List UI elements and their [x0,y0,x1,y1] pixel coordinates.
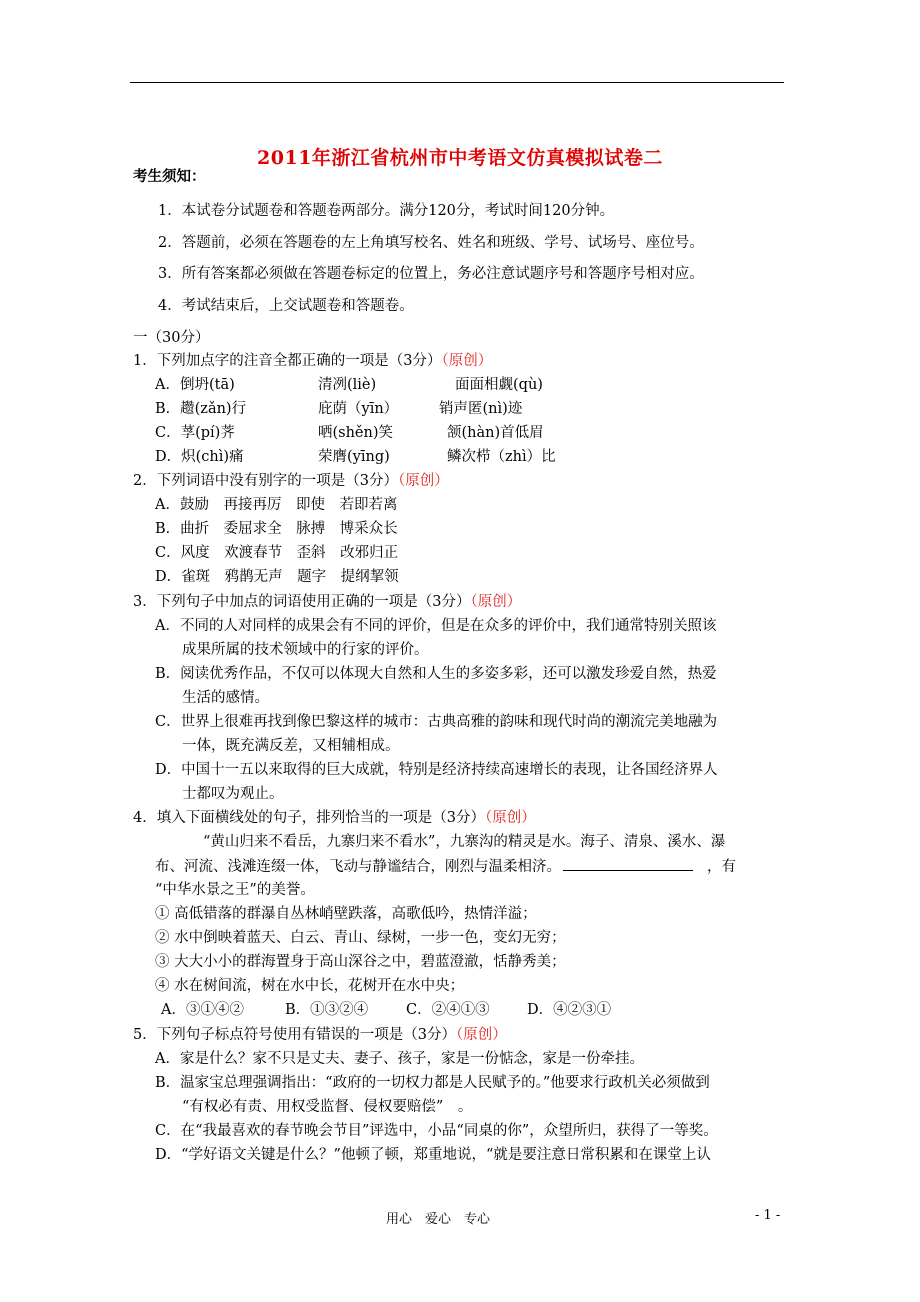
q1-option-a: 清冽(liè) [318,377,377,393]
q1-option-d: 鳞次栉（zhì）比 [447,449,556,465]
q4-choice: D．④②③① [527,1002,612,1018]
q3-option-line: D．中国十一五以来取得的巨大成就，特别是经济持续高速增长的表现，让各国经济界人 [155,762,718,778]
notice-item: 1．本试卷分试题卷和答题卷两部分。满分120分，考试时间120分钟。 [158,203,615,219]
q4-choice: B．①③②④ [285,1002,369,1018]
answer-blank [563,856,693,871]
q4-item: ② 水中倒映着蓝天、白云、青山、绿树，一步一色，变幻无穷； [155,930,566,946]
q4-stem: 4．填入下面横线处的句子，排列恰当的一项是（3分） [133,810,485,826]
q3-option-line: A．不同的人对同样的成果会有不同的评价，但是在众多的评价中，我们通常特别关照该 [155,618,717,634]
footer-motto: 用心 爱心 专心 [386,1212,491,1227]
q2-option: C．风度 欢渡春节 歪斜 改邪归正 [155,545,399,561]
q1-option-a: A．倒坍(tā) [155,377,235,393]
q4-passage-text: 布、河流、浅滩连缀一体，飞动与静谧结合，刚烈与温柔相济。 [155,859,561,875]
q3-option-line: 生活的感情。 [182,690,269,706]
q1-option-b: B．趱(zǎn)行 [155,401,247,417]
q3-stem: 3．下列句子中加点的词语使用正确的一项是（3分） [133,594,471,610]
q1-option-c: 颔(hàn)首低眉 [447,425,544,441]
question-stem [133,351,492,371]
section-heading: 一（30分） [133,330,210,346]
question-stem [133,1025,507,1045]
header-rule [130,82,784,83]
q4-item: ① 高低错落的群瀑自丛林峭壁跌落，高歌低吟，热情洋溢； [155,906,537,922]
notice-item: 4．考试结束后，上交试题卷和答题卷。 [158,298,414,314]
q3-option-line: 士都叹为观止。 [182,786,284,802]
q2-option: A．鼓励 再接再厉 即使 若即若离 [155,497,398,513]
notice-item: 2．答题前，必须在答题卷的左上角填写校名、姓名和班级、学号、试场号、座位号。 [158,235,704,251]
q2-option: B．曲折 委屈求全 脉搏 博采众长 [155,521,398,537]
q1-option-c: C．莩(pí)荠 [155,425,235,441]
question-stem [133,592,521,612]
q1-option-d: 荣膺(yīng) [318,449,390,465]
q5-option-line: C．在“我最喜欢的春节晚会节目”评选中，小品“同桌的你”，众望所归，获得了一等奖。 [155,1123,718,1139]
page-number: - 1 - [755,1208,781,1223]
q5-option-line: D．“学好语文关键是什么？”他顿了顿，郑重地说，“就是要注意日常积累和在课堂上认 [155,1147,711,1163]
q2-option: D．雀斑 鸦鹊无声 题字 提纲挈领 [155,569,399,585]
q4-item: ③ 大大小小的群海置身于高山深谷之中，碧蓝澄澈，恬静秀美； [155,954,566,970]
q3-option-line: 一体，既充满反差，又相辅相成。 [182,738,400,754]
q3-option-line: C．世界上很难再找到像巴黎这样的城市：古典高雅的韵味和现代时尚的潮流完美地融为 [155,714,718,730]
q1-stem: 1．下列加点字的注音全都正确的一项是（3分） [133,353,442,369]
q3-option-line: B．阅读优秀作品，不仅可以体现大自然和人生的多姿多彩，还可以激发珍爱自然，热爱 [155,666,717,682]
q1-option-b: 庇荫（yīn） [318,401,399,417]
q4-choice: C．②④①③ [406,1002,490,1018]
q4-item: ④ 水在树间流，树在水中长，花树开在水中央； [155,978,465,994]
q4-passage-text: ，有 [707,859,736,875]
q1-option-c: 哂(shěn)笑 [318,425,394,441]
q4-passage: “中华水景之王”的美誉。 [155,882,315,898]
q5-option-line: B．温家宝总理强调指出：“政府的一切权力都是人民赋予的。”他要求行政机关必须做到 [155,1075,710,1091]
q3-option-line: 成果所属的技术领域中的行家的评价。 [182,642,429,658]
question-stem [133,471,449,491]
q4-choice: A．③①④② [161,1002,244,1018]
notice-item: 3．所有答案都必须做在答题卷标定的位置上，务必注意试题序号和答题序号相对应。 [158,266,704,282]
q4-passage: “黄山归来不看岳，九寨归来不看水”，九寨沟的精灵是水。海子、清泉、溪水、瀑 [203,834,726,850]
q2-stem: 2．下列词语中没有别字的一项是（3分） [133,473,398,489]
q1-option-d: D．炽(chì)痛 [155,449,244,465]
exam-title: 2011年浙江省杭州市中考语文仿真模拟试卷二 [257,147,663,169]
q5-tag: （原创） [455,1027,507,1043]
q4-tag: （原创） [484,810,536,826]
q2-tag: （原创） [397,473,449,489]
question-stem [133,808,536,828]
q4-passage [155,856,736,877]
q1-option-a: 面面相觑(qù) [455,377,543,393]
q5-option-line: “有权必有责、用权受监督、侵权要赔偿” 。 [182,1099,473,1115]
q1-option-b: 销声匿(nì)迹 [439,401,523,417]
q3-tag: （原创） [470,594,522,610]
q5-stem: 5．下列句子标点符号使用有错误的一项是（3分） [133,1027,456,1043]
q5-option-line: A．家是什么？家不只是丈夫、妻子、孩子，家是一份惦念，家是一份牵挂。 [155,1051,644,1067]
notice-heading: 考生须知： [133,168,206,185]
q1-tag: （原创） [441,353,493,369]
